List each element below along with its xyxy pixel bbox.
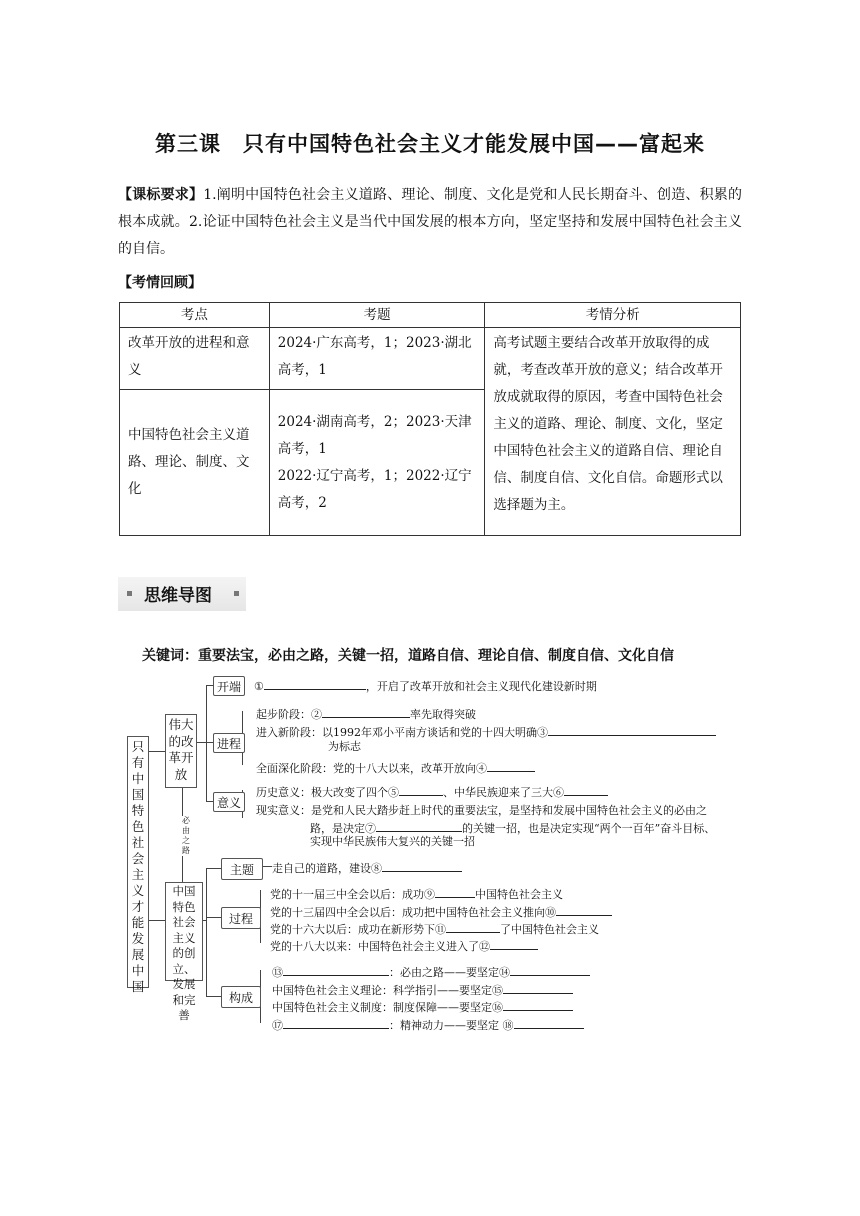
composition-line-3: 中国特色社会主义制度：制度保障——要坚定⑯ <box>272 999 573 1015</box>
theme-line: 走自己的道路，建设⑧ <box>272 860 462 876</box>
process-line-1: 起步阶段：② 率先取得突破 <box>256 708 476 721</box>
row2-exam <box>269 390 485 536</box>
node-theme: 主题 <box>221 858 263 880</box>
node-meaning: 意义 <box>213 792 245 812</box>
composition-line-4: ⑰ ：精神动力——要坚定 ⑱ <box>272 1017 584 1033</box>
branch-socialism: 中国特色社会主义的创立、发展和完善 <box>165 882 203 981</box>
section-dot-right <box>234 591 239 596</box>
node-course: 过程 <box>221 907 261 929</box>
page-title: 第三课 只有中国特色社会主义才能发展中国——富起来 <box>155 132 705 156</box>
row1-point: 改革开放的进程和意义 <box>120 328 270 390</box>
link-label: 必由之路 <box>182 816 194 856</box>
meaning-line-4: 实现中华民族伟大复兴的关键一招 <box>310 835 475 848</box>
branch-reform: 伟大的改革开放 <box>165 714 197 788</box>
composition-line-1: ⑬ ：必由之路——要坚定⑭ <box>272 964 590 980</box>
header-analysis: 考情分析 <box>485 303 741 328</box>
process-line-2b: 为标志 <box>328 740 361 753</box>
header-point: 考点 <box>120 303 270 328</box>
row2-exam-1: 2024·湖南高考，2；2023·天津高考，1 <box>277 413 472 457</box>
header-exam: 考题 <box>269 303 485 328</box>
node-start: 开端 <box>213 676 245 696</box>
row2-exam-2: 2022·辽宁高考，1；2022·辽宁高考，2 <box>277 467 472 511</box>
composition-line-2: 中国特色社会主义理论：科学指引——要坚定⑮ <box>272 982 573 998</box>
curriculum-requirement <box>118 182 742 263</box>
course-line-3: 党的十六大以后：成功在新形势下⑪ 了中国特色社会主义 <box>270 923 599 936</box>
meaning-line-1: 历史意义：极大改变了四个⑤ 、中华民族迎来了三大⑥ <box>256 784 608 800</box>
course-line-4: 党的十八大以来：中国特色社会主义进入了⑫ <box>270 938 538 954</box>
review-heading: 【考情回顾】 <box>118 275 202 291</box>
course-line-1: 党的十一届三中全会以后：成功⑨ 中国特色社会主义 <box>270 888 563 901</box>
section-heading <box>118 577 246 611</box>
exam-review-table <box>119 302 741 536</box>
process-line-3: 全面深化阶段：党的十八大以来，改革开放向④ <box>256 760 535 776</box>
start-line: ① ，开启了改革开放和社会主义现代化建设新时期 <box>254 680 597 693</box>
node-composition: 构成 <box>221 986 261 1008</box>
analysis-cell: 高考试题主要结合改革开放取得的成就，考查改革开放的意义；结合改革开放成就取得的原因，考查中国特色社会主义的道路、理论、制度、文化，坚定中国特色社会主义的道路自信、理论自信、制度自信、文化自信。命题形式以选择题为主。 <box>485 328 741 536</box>
table-row <box>120 328 741 390</box>
row1-exam: 2024·广东高考，1；2023·湖北高考，1 <box>269 328 485 390</box>
row2-point: 中国特色社会主义道路、理论、制度、文化 <box>120 390 270 536</box>
section-dot-left <box>127 591 132 596</box>
meaning-line-2: 现实意义：是党和人民大踏步赶上时代的重要法宝，是坚持和发展中国特色社会主义的必由之 <box>256 804 707 817</box>
process-line-2: 进入新阶段：以1992年邓小平南方谈话和党的十四大明确③ <box>256 724 716 740</box>
node-process: 进程 <box>213 733 245 753</box>
course-line-2: 党的十三届四中全会以后：成功把中国特色社会主义推向⑩ <box>270 904 612 920</box>
keywords-line: 关键词：重要法宝，必由之路，关键一招，道路自信、理论自信、制度自信、文化自信 <box>142 648 674 664</box>
section-title: 思维导图 <box>144 586 212 606</box>
mindmap-root: 只有中国特色社会主义才能发展中国 <box>127 736 149 988</box>
requirement-label: 【课标要求】 <box>118 187 204 203</box>
requirement-text: 1.阐明中国特色社会主义道路、理论、制度、文化是党和人民长期奋斗、创造、积累的根本成就。2.论证中国特色社会主义是当代中国发展的根本方向，坚定坚持和发展中国特色社会主义的自信。 <box>118 187 743 257</box>
meaning-line-3: 路，是决定⑦ 的关键一招，也是决定实现“两个一百年”奋斗目标、 <box>310 822 716 835</box>
table-header-row <box>120 303 741 328</box>
